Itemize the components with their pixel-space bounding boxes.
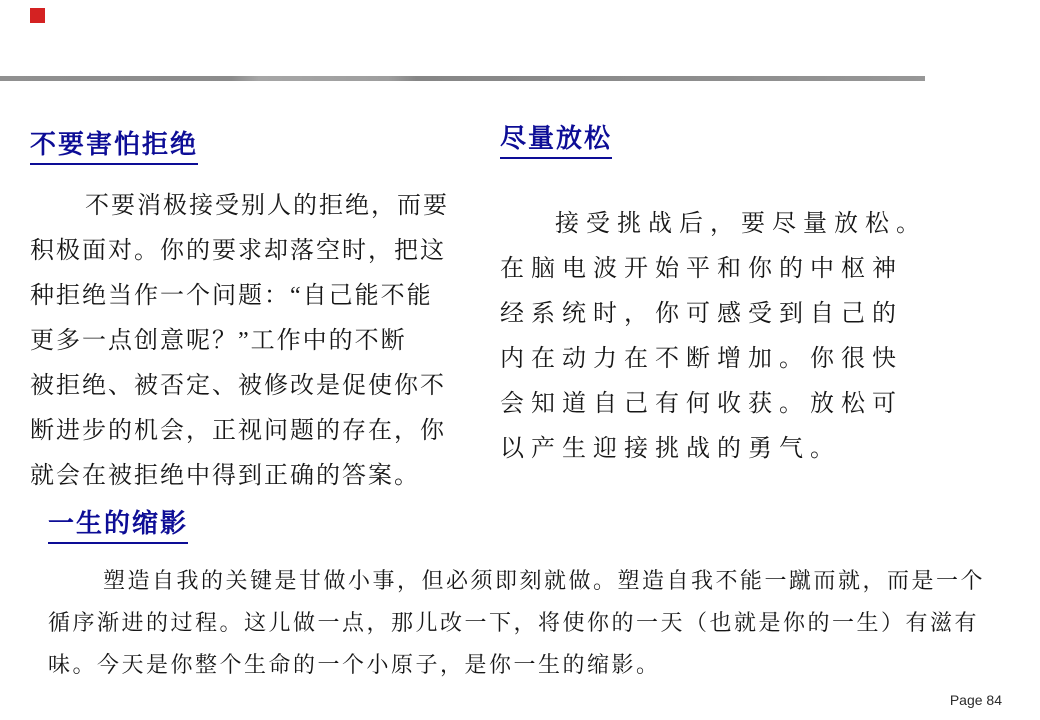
paragraph-line: 断进步的机会，正视问题的存在，你 [30, 418, 446, 444]
paragraph-line: 被拒绝、被否定、被修改是促使你不 [30, 373, 446, 399]
red-square-decoration [30, 8, 45, 23]
paragraph-line: 味。今天是你整个生命的一个小原子，是你一生的缩影。 [48, 652, 661, 677]
paragraph-line: 以产生迎接挑战的勇气。 [500, 436, 841, 462]
paragraph-line: 循序渐进的过程。这儿做一点，那儿改一下，将使你的一天（也就是你的一生）有滋有 [48, 610, 980, 635]
bottom-paragraph [48, 560, 996, 686]
paragraph-line: 在脑电波开始平和你的中枢神 [500, 256, 903, 282]
paragraph-line: 会知道自己有何收获。放松可 [500, 391, 903, 417]
section-title-bottom: 一生的缩影 [48, 510, 188, 544]
paragraph-line: 塑造自我的关键是甘做小事，但必须即刻就做。塑造自我不能一蹴而就，而是一个 [103, 568, 986, 593]
left-paragraph [30, 184, 466, 499]
paragraph-line: 不要消极接受别人的拒绝，而要 [85, 193, 449, 219]
paragraph-line: 经系统时，你可感受到自己的 [500, 301, 903, 327]
section-title-right: 尽量放松 [500, 125, 612, 159]
paragraph-line: 就会在被拒绝中得到正确的答案。 [30, 463, 420, 489]
paragraph-line: 接受挑战后，要尽量放松。 [555, 211, 927, 237]
paragraph-line: 种拒绝当作一个问题：“自己能不能 [30, 283, 433, 309]
page-number: Page 84 [949, 692, 1002, 708]
right-paragraph [500, 202, 930, 472]
paragraph-line: 更多一点创意呢？”工作中的不断 [30, 328, 407, 354]
divider-bar [0, 76, 925, 81]
paragraph-line: 积极面对。你的要求却落空时，把这 [30, 238, 446, 264]
section-title-left: 不要害怕拒绝 [30, 131, 198, 165]
paragraph-line: 内在动力在不断增加。你很快 [500, 346, 903, 372]
